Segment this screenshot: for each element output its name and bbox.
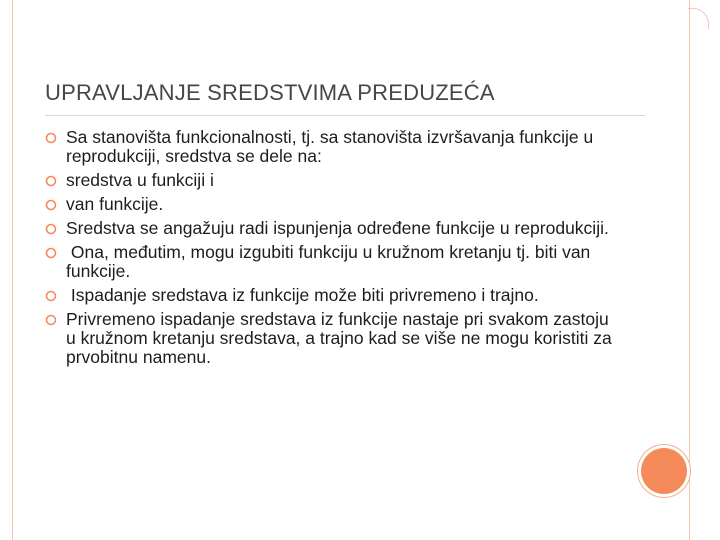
list-item — [42, 171, 622, 190]
bullet-text: Ispadanje sredstava iz funkcije može biti privremeno i trajno. — [66, 285, 539, 305]
bullet-text: Ona, međutim, mogu izgubiti funkciju u kružnom kretanju tj. biti van funkcije. — [66, 242, 596, 281]
circle-bullet-icon — [44, 174, 58, 188]
circle-bullet-icon — [44, 289, 58, 303]
bullet-text: van funkcije. — [66, 194, 164, 214]
decorative-orange-circle — [641, 448, 687, 494]
list-item — [42, 219, 622, 238]
bullet-text: Sredstva se angažuju radi ispunjenja određene funkcije u reprodukciji. — [66, 218, 609, 238]
circle-bullet-icon — [44, 131, 58, 145]
corner-decoration — [688, 8, 709, 29]
list-item — [42, 128, 622, 166]
circle-bullet-icon — [44, 246, 58, 260]
list-item — [42, 243, 622, 281]
circle-bullet-icon — [44, 222, 58, 236]
circle-bullet-icon — [44, 313, 58, 327]
list-item — [42, 195, 622, 214]
list-item — [42, 310, 622, 367]
bullet-text: Privremeno ispadanje sredstava iz funkcije nastaje pri svakom zastoju u kružnom kretanju sredstava, a trajno kad se više ne mogu koristiti za prvobitnu namenu. — [66, 309, 612, 367]
bullet-text: sredstva u funkciji i — [66, 170, 214, 190]
title-divider — [45, 115, 645, 116]
bullet-text: Sa stanovišta funkcionalnosti, tj. sa stanovišta izvršavanja funkcije u reprodukciji, sredstva se dele na: — [66, 127, 594, 166]
bullet-list — [42, 128, 622, 372]
circle-bullet-icon — [44, 198, 58, 212]
slide-title: UPRAVLJANJE SREDSTVIMA PREDUZEĆA — [45, 80, 495, 105]
list-item — [42, 286, 622, 305]
